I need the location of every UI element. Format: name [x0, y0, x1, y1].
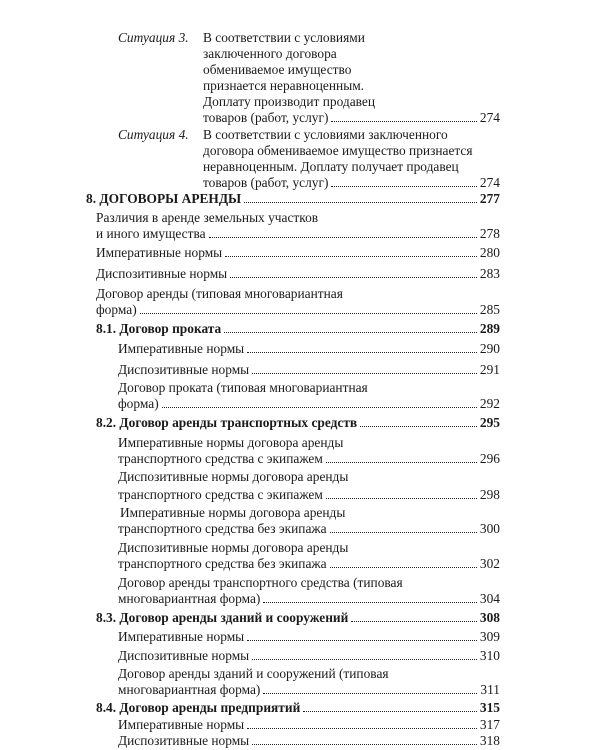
entry-row	[118, 648, 500, 664]
section-title: 8.2. Договор аренды транспортных средств	[96, 415, 358, 430]
entry-text-line: форма)	[96, 302, 137, 317]
page-number: 309	[479, 629, 500, 644]
entry-text-line: Доплату производит продавец	[203, 94, 376, 109]
entry-text-line: транспортного средства без экипажа	[118, 556, 327, 571]
entry-text-line: Диспозитивные нормы	[96, 266, 228, 281]
section-title: 8.3. Договор аренды зданий и сооружений	[96, 610, 349, 625]
page-number: 311	[480, 682, 500, 697]
entry-text-line: Договор аренды зданий и сооружений (типовая	[118, 666, 389, 681]
leader-dots	[330, 532, 477, 533]
leader-dots	[162, 407, 477, 408]
entry-text-line: товаров (работ, услуг)	[203, 175, 329, 190]
entry-text-line: неравноценным. Доплату получает продавец	[203, 159, 459, 174]
page-number: 317	[479, 717, 500, 732]
section-title: 8.1. Договор проката	[96, 321, 222, 336]
page-number: 310	[479, 648, 500, 663]
leader-dots	[252, 373, 477, 374]
leader-dots	[331, 186, 476, 187]
entry-text-line: товаров (работ, услуг)	[203, 110, 329, 125]
leader-dots	[326, 498, 477, 499]
entry-row	[118, 629, 500, 645]
leader-dots	[209, 237, 477, 238]
entry-text-line: Договор проката (типовая многовариантная	[118, 380, 368, 395]
entry-row	[118, 341, 500, 357]
entry-row	[118, 733, 500, 749]
entry-text-line: Императивные нормы	[96, 245, 223, 260]
chapter-heading	[86, 191, 500, 207]
entry-text-line: транспортного средства с экипажем	[118, 451, 323, 466]
page-number: 298	[479, 487, 500, 502]
entry-text-line: В соответствии с условиями заключенного	[203, 127, 448, 142]
page-number: 302	[479, 556, 500, 571]
entry-row	[118, 717, 500, 733]
page-number: 274	[479, 175, 500, 190]
entry-row	[118, 556, 500, 572]
section-heading	[96, 610, 500, 626]
page-number: 280	[479, 245, 500, 260]
page-number: 277	[479, 191, 500, 206]
entry-text-line: многовариантная форма)	[118, 682, 261, 697]
leader-dots	[252, 744, 477, 745]
entry-text-line: Договор аренды транспортного средства (типовая	[118, 575, 403, 590]
leader-dots	[247, 352, 477, 353]
entry-text-line: заключенного договора	[203, 46, 337, 61]
section-heading	[96, 415, 500, 431]
leader-dots	[244, 202, 477, 203]
leader-dots	[225, 256, 477, 257]
entry-text-line: Диспозитивные нормы	[118, 648, 250, 663]
page-number: 315	[479, 700, 500, 715]
entry-text-line: Диспозитивные нормы	[118, 733, 250, 748]
leader-dots	[263, 693, 477, 694]
leader-dots	[230, 277, 477, 278]
entry-row	[203, 110, 500, 126]
entry-row	[118, 521, 500, 537]
entry-row	[118, 451, 500, 467]
entry-text-line: признается неравноценным.	[203, 78, 365, 93]
situation-label: Ситуация 4.	[118, 127, 189, 142]
entry-row	[118, 682, 500, 698]
page-number: 291	[479, 362, 500, 377]
leader-dots	[330, 567, 477, 568]
page-number: 308	[479, 610, 500, 625]
page-number: 296	[479, 451, 500, 466]
page-number: 285	[479, 302, 500, 317]
page-number: 304	[479, 591, 500, 606]
entry-row	[118, 362, 500, 378]
entry-text-line: многовариантная форма)	[118, 591, 261, 606]
entry-text-line: транспортного средства с экипажем	[118, 487, 323, 502]
entry-text-line: Различия в аренде земельных участков	[96, 210, 319, 225]
entry-text-line: транспортного средства без экипажа	[118, 521, 327, 536]
leader-dots	[247, 640, 477, 641]
chapter-title: 8. ДОГОВОРЫ АРЕНДЫ	[86, 191, 242, 206]
page-number: 318	[479, 733, 500, 748]
entry-text-line: Диспозитивные нормы договора аренды	[118, 540, 349, 555]
entry-text-line: и иного имущества	[96, 226, 206, 241]
entry-text-line: форма)	[118, 396, 159, 411]
entry-row	[118, 487, 500, 503]
entry-row	[96, 302, 500, 318]
page-number: 274	[479, 110, 500, 125]
entry-text-line: В соответствии с условиями	[203, 30, 365, 45]
entry-text-line: Императивные нормы	[118, 717, 245, 732]
page-number: 278	[479, 226, 500, 241]
entry-text-line: Императивные нормы	[118, 341, 245, 356]
entry-row	[118, 591, 500, 607]
entry-text-line: Договор аренды (типовая многовариантная	[96, 286, 343, 301]
leader-dots	[252, 659, 477, 660]
page-number: 283	[479, 266, 500, 281]
section-heading	[96, 700, 500, 716]
leader-dots	[360, 426, 477, 427]
page-number: 300	[479, 521, 500, 536]
page-number: 295	[479, 415, 500, 430]
leader-dots	[224, 332, 477, 333]
section-heading	[96, 321, 500, 337]
entry-text-line: Диспозитивные нормы	[118, 362, 250, 377]
entry-text-line: Диспозитивные нормы договора аренды	[118, 469, 349, 484]
page-number: 292	[479, 396, 500, 411]
entry-row	[96, 226, 500, 242]
page-number: 290	[479, 341, 500, 356]
leader-dots	[247, 728, 477, 729]
entry-row	[203, 175, 500, 191]
leader-dots	[303, 711, 477, 712]
section-title: 8.4. Договор аренды предприятий	[96, 700, 301, 715]
page-number: 289	[479, 321, 500, 336]
entry-row	[96, 245, 500, 261]
leader-dots	[351, 621, 477, 622]
entry-text-line: Императивные нормы договора аренды	[120, 505, 346, 520]
leader-dots	[263, 602, 477, 603]
leader-dots	[331, 121, 476, 122]
entry-text-line: договора обмениваемое имущество признается	[203, 143, 473, 158]
entry-text-line: Императивные нормы договора аренды	[118, 435, 344, 450]
entry-row	[118, 396, 500, 412]
entry-text-line: обмениваемое имущество	[203, 62, 352, 77]
situation-label: Ситуация 3.	[118, 30, 189, 45]
leader-dots	[140, 313, 477, 314]
entry-text-line: Императивные нормы	[118, 629, 245, 644]
leader-dots	[326, 462, 477, 463]
entry-row	[96, 266, 500, 282]
